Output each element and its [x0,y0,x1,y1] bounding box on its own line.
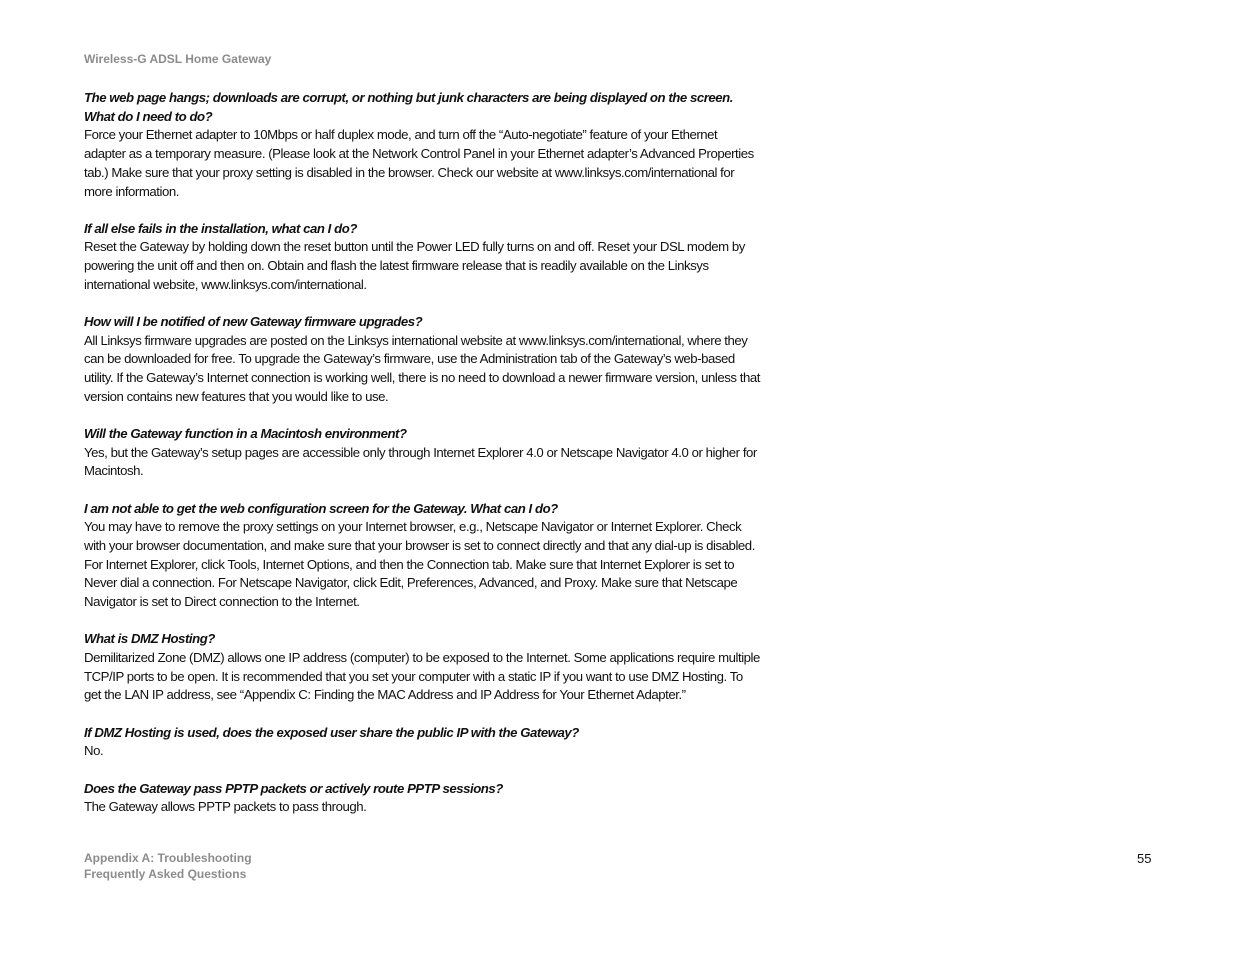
faq-item [84,89,762,201]
faq-item [84,630,762,705]
faq-item [84,220,762,295]
faq-question: What is DMZ Hosting? [84,631,215,647]
faq-question: If all else fails in the installation, what can I do? [84,220,357,236]
faq-item [84,500,762,612]
faq-answer: Force your Ethernet adapter to 10Mbps or half duplex mode, and turn off the “Auto-negotiate” feature of your Ethernet adapter as a temporary measure. (Please look at the Network Control Panel in your Ethernet adapter’s Advanced Properties tab.) Make sure that your proxy setting is disabled in the browser. Check our website at www.linksys.com/international for more information. [84,127,754,199]
faq-item [84,313,762,407]
faq-question: If DMZ Hosting is used, does the exposed user share the public IP with the Gateway? [84,724,579,740]
faq-question: Does the Gateway pass PPTP packets or actively route PPTP sessions? [84,780,503,796]
faq-list [84,89,762,836]
footer-subsection-title: Frequently Asked Questions [84,867,247,881]
faq-answer: Demilitarized Zone (DMZ) allows one IP address (computer) to be exposed to the Internet. Some applications require multiple TCP/IP ports to be open. It is recommended that you set your computer with a static IP if you want to use DMZ Hosting. To get the LAN IP address, see “Appendix C: Finding the MAC Address and IP Address for Your Ethernet Adapter.” [84,650,760,703]
faq-question: Will the Gateway function in a Macintosh environment? [84,426,407,442]
faq-answer: No. [84,743,104,759]
faq-question: The web page hangs; downloads are corrupt, or nothing but junk characters are being displayed on the screen. What do I need to do? [84,90,733,124]
page-number: 55 [1137,851,1152,866]
faq-question: I am not able to get the web configuration screen for the Gateway. What can I do? [84,500,558,516]
faq-item [84,780,762,817]
faq-item [84,425,762,481]
faq-answer: Yes, but the Gateway’s setup pages are accessible only through Internet Explorer 4.0 or Netscape Navigator 4.0 or higher for Macintosh. [84,444,757,479]
running-footer [84,850,252,882]
running-header: Wireless-G ADSL Home Gateway [84,52,272,66]
faq-item [84,724,762,761]
faq-answer: Reset the Gateway by holding down the reset button until the Power LED fully turns on and off. Reset your DSL modem by powering the unit off and then on. Obtain and flash the latest firmware release that is readily available on the Linksys international website, www.linksys.com/international. [84,239,745,292]
faq-answer: The Gateway allows PPTP packets to pass through. [84,799,367,815]
faq-answer: All Linksys firmware upgrades are posted on the Linksys international website at www.linksys.com/international, where they can be downloaded for free. To upgrade the Gateway’s firmware, use the Administration tab of the Gateway’s web-based utility. If the Gateway’s Internet connection is working well, there is no need to download a newer firmware version, unless that version contains new features that you would like to use. [84,332,760,404]
footer-section-title: Appendix A: Troubleshooting [84,851,252,865]
faq-question: How will I be notified of new Gateway firmware upgrades? [84,314,423,330]
faq-answer: You may have to remove the proxy settings on your Internet browser, e.g., Netscape Navigator or Internet Explorer. Check with your browser documentation, and make sure that your browser is set to connect directly and that any dial-up is disabled. For Internet Explorer, click Tools, Internet Options, and then the Connection tab. Make sure that Internet Explorer is set to Never dial a connection. For Netscape Navigator, click Edit, Preferences, Advanced, and Proxy. Make sure that Netscape Navigator is set to Direct connection to the Internet. [84,519,755,610]
